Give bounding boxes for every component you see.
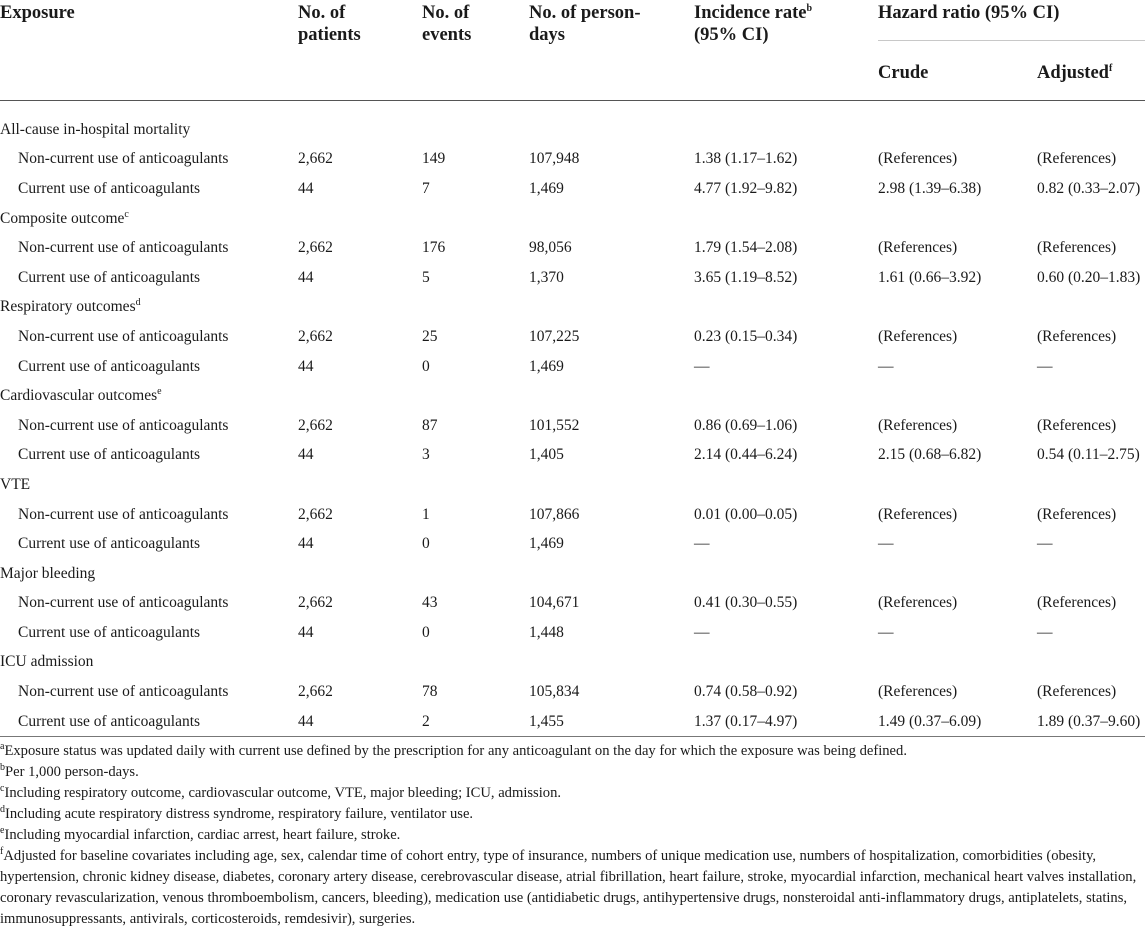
cell-crude: (References) [878, 683, 958, 701]
cell-events: 78 [422, 683, 438, 701]
cell-adjusted: (References) [1037, 327, 1117, 345]
cell-patients: 2,662 [298, 594, 333, 612]
cell-exposure: Current use of anticoagulants [0, 707, 298, 737]
cell-exposure: Current use of anticoagulants [18, 268, 201, 286]
cell-exposure: Non-current use of anticoagulants [18, 239, 229, 257]
cell-events: 0 [422, 535, 430, 553]
cell-adjusted: (References) [1037, 150, 1117, 168]
table-row [0, 441, 1145, 471]
cell-person-days: 105,834 [529, 683, 580, 701]
table-row [0, 677, 1145, 707]
cell-person-days: 107,866 [529, 505, 580, 523]
header-incidence: Incidence rate$^b$ (95% CI) [694, 0, 878, 101]
footnote-mark: c [0, 783, 5, 795]
cell-incidence: — [694, 623, 710, 641]
cell-patients: 2,662 [298, 505, 333, 523]
group-label-sup: c [124, 208, 129, 220]
cell-incidence: 0.41 (0.30–0.55) [694, 594, 798, 612]
adjusted-sup: f [1108, 62, 1113, 74]
cell-person-days: 1,448 [529, 623, 564, 641]
cell-events: 0 [422, 623, 430, 641]
group-row [0, 470, 1145, 500]
cell-exposure: Current use of anticoagulants [18, 357, 201, 375]
footnote-mark: a [0, 741, 5, 753]
cell-exposure: Non-current use of anticoagulants [18, 594, 229, 612]
cell-events: 25 [422, 327, 438, 345]
cell-crude: 1.49 (0.37–6.09) [878, 707, 1037, 737]
cell-patients: 44 [298, 357, 314, 375]
cell-person-days: 1,469 [529, 179, 564, 197]
group-row [0, 648, 1145, 678]
cell-incidence: 0.01 (0.00–0.05) [694, 505, 798, 523]
group-row [0, 293, 1145, 323]
cell-events: 87 [422, 416, 438, 434]
header-person-days: No. of person- days [529, 0, 694, 101]
footnote [0, 846, 1145, 930]
cell-exposure: Non-current use of anticoagulants [18, 416, 229, 434]
group-label-text: Cardiovascular outcomes [0, 387, 158, 405]
table-row [0, 529, 1145, 559]
table-row [0, 263, 1145, 293]
cell-patients: 44 [298, 623, 314, 641]
group-label-text: VTE [0, 475, 31, 493]
cell-events: 2 [422, 707, 529, 737]
cell-patients: 44 [298, 707, 422, 737]
cell-patients: 44 [298, 446, 314, 464]
cell-patients: 44 [298, 535, 314, 553]
table-row [0, 500, 1145, 530]
cell-events: 43 [422, 594, 438, 612]
cell-incidence: 0.23 (0.15–0.34) [694, 327, 798, 345]
header-patients: No. of patients [298, 0, 422, 101]
footnote-text: Including myocardial infarction, cardiac arrest, heart failure, stroke. [4, 827, 401, 844]
cell-events: 5 [422, 268, 430, 286]
footnote-text: Per 1,000 person-days. [5, 764, 139, 781]
cell-incidence: 3.65 (1.19–8.52) [694, 268, 798, 286]
footnote-mark: b [0, 762, 5, 774]
cell-exposure: Current use of anticoagulants [18, 179, 201, 197]
group-label-text: Major bleeding [0, 564, 96, 582]
group-label [0, 101, 1145, 145]
cell-patients: 2,662 [298, 239, 333, 257]
cell-crude: (References) [878, 150, 958, 168]
cell-crude: 2.15 (0.68–6.82) [878, 446, 982, 464]
footnote-mark: e [0, 825, 5, 837]
cell-crude: 1.61 (0.66–3.92) [878, 268, 982, 286]
cell-crude: — [878, 357, 894, 375]
cell-exposure: Non-current use of anticoagulants [18, 327, 229, 345]
cell-person-days: 1,455 [529, 707, 694, 737]
cell-adjusted: — [1037, 357, 1053, 375]
header-hazard: Hazard ratio (95% CI) [878, 0, 1145, 41]
cell-crude: (References) [878, 594, 958, 612]
footnote-text: Including acute respiratory distress syndrome, respiratory failure, ventilator use. [5, 806, 474, 823]
cell-adjusted: (References) [1037, 416, 1117, 434]
group-row [0, 559, 1145, 589]
cell-events: 149 [422, 150, 446, 168]
cell-incidence: 4.77 (1.92–9.82) [694, 179, 798, 197]
footnote [0, 783, 1145, 804]
header-events: No. of events [422, 0, 529, 101]
cell-person-days: 1,405 [529, 446, 564, 464]
table-row [0, 352, 1145, 382]
group-label [0, 470, 1145, 500]
cell-adjusted: 0.60 (0.20–1.83) [1037, 268, 1141, 286]
cell-adjusted: (References) [1037, 239, 1117, 257]
cell-exposure: Current use of anticoagulants [18, 535, 201, 553]
header-crude: Crude [878, 41, 1037, 101]
table-body [0, 101, 1145, 737]
cell-crude: (References) [878, 239, 958, 257]
cell-crude: (References) [878, 327, 958, 345]
footnote [0, 762, 1145, 783]
cell-exposure: Non-current use of anticoagulants [18, 150, 229, 168]
footnote [0, 741, 1145, 762]
cell-exposure: Current use of anticoagulants [18, 623, 201, 641]
group-label [0, 559, 1145, 589]
cell-adjusted: (References) [1037, 594, 1117, 612]
cell-events: 176 [422, 239, 446, 257]
cell-patients: 2,662 [298, 683, 333, 701]
cell-patients: 44 [298, 268, 314, 286]
cell-crude: — [878, 535, 894, 553]
group-row [0, 381, 1145, 411]
cell-adjusted: (References) [1037, 683, 1117, 701]
cell-person-days: 1,469 [529, 357, 564, 375]
cell-incidence: — [694, 535, 710, 553]
cell-adjusted: 1.89 (0.37–9.60) [1037, 707, 1145, 737]
footnote-text: Exposure status was updated daily with current use defined by the prescription for any anticoagulant on the day for which the exposure was being defined. [4, 743, 907, 760]
incidence-sup: b [806, 2, 813, 14]
cell-events: 3 [422, 446, 430, 464]
cell-person-days: 107,225 [529, 327, 580, 345]
footnotes [0, 737, 1145, 930]
group-label-text: All-cause in-hospital mortality [0, 120, 191, 138]
table-row [0, 707, 1145, 737]
cell-adjusted: — [1037, 623, 1053, 641]
group-label [0, 648, 1145, 678]
cell-crude: 2.98 (1.39–6.38) [878, 179, 982, 197]
group-row [0, 204, 1145, 234]
cell-crude: (References) [878, 505, 958, 523]
cell-person-days: 98,056 [529, 239, 572, 257]
table-row [0, 411, 1145, 441]
cell-incidence: — [694, 357, 710, 375]
cell-events: 1 [422, 505, 430, 523]
table-header [0, 0, 1145, 101]
cell-incidence: 0.86 (0.69–1.06) [694, 416, 798, 434]
footnote [0, 825, 1145, 846]
cell-crude: — [878, 623, 894, 641]
cell-person-days: 1,469 [529, 535, 564, 553]
table-row [0, 145, 1145, 175]
group-row [0, 101, 1145, 145]
table-row [0, 322, 1145, 352]
group-label-text: ICU admission [0, 653, 94, 671]
cell-incidence: 1.38 (1.17–1.62) [694, 150, 798, 168]
cell-crude: (References) [878, 416, 958, 434]
group-label-sup: d [135, 297, 141, 309]
group-label [0, 204, 1145, 234]
footnote-text: Adjusted for baseline covariates including age, sex, calendar time of cohort entry, type of insurance, numbers of unique medication use, numbers of hospitalization, comorbidities (obesity, hypertension, chronic kidney disease, diabetes, coronary artery disease, cerebrovascular disease, atrial fibrillation, heart failure, stroke, myocardial infarction, mechanical heart valves installation, coronary revascularization, venous thromboembolism, cancers, bleeding), medication use (antidiabetic drugs, antihypertensive drugs, nonsteroidal anti-inflammatory drugs, antiplatelets, statins, immunosuppressants, antivirals, corticosteroids, remdesivir), surgeries. [0, 848, 1137, 928]
group-label-text: Respiratory outcomes [0, 298, 136, 316]
header-exposure: Exposure [0, 0, 298, 101]
group-label [0, 381, 1145, 411]
cell-incidence: 2.14 (0.44–6.24) [694, 446, 798, 464]
cell-adjusted: 0.54 (0.11–2.75) [1037, 446, 1140, 464]
cell-adjusted: — [1037, 535, 1053, 553]
cell-incidence: 1.37 (0.17–4.97) [694, 707, 878, 737]
cell-events: 0 [422, 357, 430, 375]
cell-incidence: 1.79 (1.54–2.08) [694, 239, 798, 257]
cell-person-days: 1,370 [529, 268, 564, 286]
table-row [0, 618, 1145, 648]
table-row [0, 174, 1145, 204]
group-label-text: Composite outcome [0, 209, 125, 227]
footnote-text: Including respiratory outcome, cardiovascular outcome, VTE, major bleeding; ICU, admission. [4, 785, 562, 802]
table-row [0, 589, 1145, 619]
cell-exposure: Current use of anticoagulants [18, 446, 201, 464]
header-adjusted: Adjusted$^f$ [1037, 41, 1145, 101]
cell-patients: 44 [298, 179, 314, 197]
cell-patients: 2,662 [298, 150, 333, 168]
footnote [0, 804, 1145, 825]
table-row [0, 233, 1145, 263]
cell-exposure: Non-current use of anticoagulants [18, 505, 229, 523]
group-label-sup: e [157, 385, 162, 397]
cell-incidence: 0.74 (0.58–0.92) [694, 683, 798, 701]
cell-patients: 2,662 [298, 327, 333, 345]
cell-events: 7 [422, 179, 430, 197]
footnote-mark: d [0, 804, 5, 816]
cell-person-days: 107,948 [529, 150, 580, 168]
cell-adjusted: (References) [1037, 505, 1117, 523]
cell-patients: 2,662 [298, 416, 333, 434]
group-label [0, 293, 1145, 323]
cell-person-days: 101,552 [529, 416, 580, 434]
cell-exposure: Non-current use of anticoagulants [18, 683, 229, 701]
cell-person-days: 104,671 [529, 594, 580, 612]
footnote-mark: f [0, 846, 4, 858]
cell-adjusted: 0.82 (0.33–2.07) [1037, 179, 1141, 197]
